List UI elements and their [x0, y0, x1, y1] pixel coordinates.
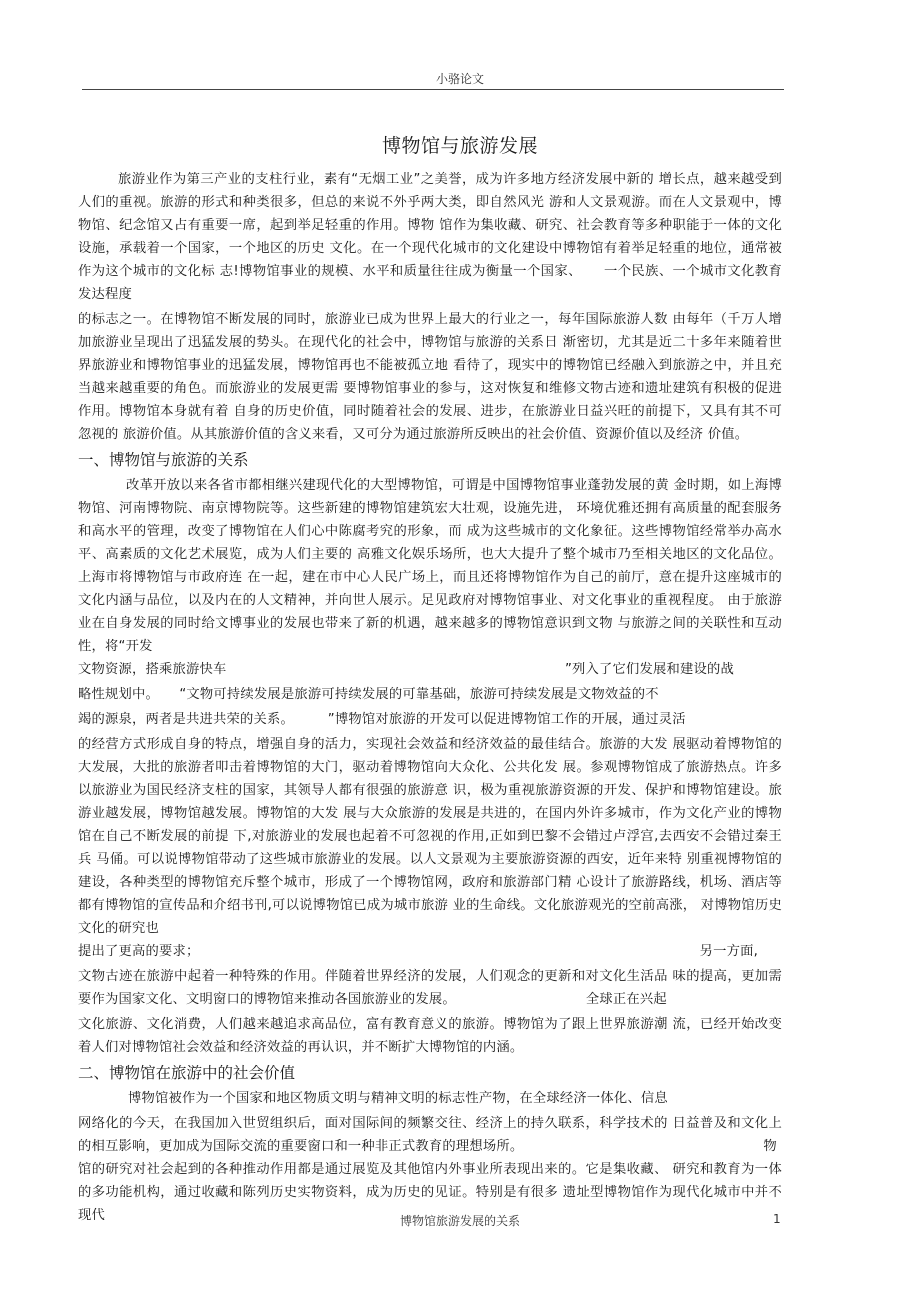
section-1-heading: 一、博物馆与旅游的关系 — [78, 451, 249, 469]
intro-paragraph-1-text: 旅游业作为第三产业的支柱行业，素有“无烟工业”之美誉，成为许多地方经济发展中新的 增长点，越来越受到人们的重视。旅游的形式和种类很多，但总的来说不外乎两大类，即自然风光 游和人文景观游。而在人文景观中，博物馆、纪念馆又占有重要一席，起到举足轻重的作用。博物 馆作为集收藏、研究、社会教育等多种职能于一体的文化设施，承载着一个国家，一个地区的历史 文化。在一个现代化城市的文化建设中博物馆有着举足轻重的地位，通常被作为这个城市的文化标 志!博物馆事业的规模、水平和质量往往成为衡量一个国家、 — [78, 172, 782, 279]
intro-paragraph-1 — [78, 168, 782, 306]
intro-paragraph-2: 的标志之一。在博物馆不断发展的同时，旅游业已成为世界上最大的行业之一，每年国际旅游人数 由每年（千万人增加旅游业呈现出了迅猛发展的势头。在现代化的社会中，博物馆与旅游的关系日 渐密切，尤其是近二十多年来随着世界旅游业和博物馆事业的迅猛发展，博物馆再也不能被孤立地 看待了，现实中的博物馆已经融入到旅游之中，并且充当越来越重要的角色。而旅游业的发展更需 要博物馆事业的参与，这对恢复和维修文物古迹和遗址建筑有积极的促进作用。博物馆本身就有着 自身的历史价值，同时随着社会的发展、进步，在旅游业日益兴旺的前提下，又具有其不可忽视的 旅游价值。从其旅游价值的含义来看，又可分为通过旅游所反映出的社会价值、资源价值以及经济 价值。 — [78, 312, 782, 442]
section-1-paragraph-4: 文化旅游、文化消费，人们越来越追求高品位，富有教育意义的旅游。博物馆为了跟上世界旅游潮 流，已经开始改变着人们对博物馆社会效益和经济效益的再认识，并不断扩大博物馆的内涵。 — [78, 1017, 782, 1055]
section-2-paragraph-1 — [78, 1112, 782, 1158]
section-2-paragraph-2: 馆的研究对社会起到的各种推动作用都是通过展览及其他馆内外事业所表现出来的。它是集收藏、 研究和教育为一体的多功能机构，通过收藏和陈列历史实物资料，成为历史的见证。特别是有很多 遗址型博物馆作为现代化城市中并不现代 — [78, 1162, 782, 1223]
section-1-line-b: 略性规划中。 “文物可持续发展是旅游可持续发展的可靠基础，旅游可持续发展是文物效益的不 — [78, 687, 659, 702]
section-1-paragraph-3-text: 文物古迹在旅游中起着一种特殊的作用。伴随着世界经济的发展，人们观念的更新和对文化生活品 味的提高，更加需要作为国家文化、文明窗口的博物馆来推动各国旅游业的发展。 — [78, 969, 782, 1007]
section-1-line-d-left: 提出了更高的要求； — [78, 944, 200, 959]
page-number: 1 — [773, 1212, 781, 1226]
section-2-paragraph-1-text: 网络化的今天，在我国加入世贸组织后，面对国际间的频繁交往、经济上的持久联系，科学技术的 日益普及和文化上的相互影响，更加成为国际交流的重要窗口和一种非正式教育的理想场所。 — [78, 1116, 782, 1154]
section-1-line-a-left: 文物资源，搭乘旅游快车 — [78, 662, 227, 677]
page-header: 小骆论文 — [435, 72, 484, 86]
document-body — [78, 168, 782, 1227]
section-1-line-d-right: 另一方面, — [699, 944, 758, 959]
section-1-paragraph-2: 的经营方式形成自身的特点，增强自身的活力，实现社会效益和经济效益的最佳结合。旅游的大发 展驱动着博物馆的大发展，大批的旅游者叩击着博物馆的大门，驱动着博物馆向大众化、公共化发 展。参观博物馆成了旅游热点。许多以旅游业为国民经济支柱的国家，其领导人都有很强的旅游意 识，极为重视旅游资源的开发、保护和博物馆建设。旅游业越发展，博物馆越发展。博物馆的大发 展与大众旅游的发展是共进的，在国内外许多城市，作为文化产业的博物馆在自己不断发展的前提 下,对旅游业的发展也起着不可忽视的作用,正如到巴黎不会错过卢浮宫,去西安不会错过秦王兵 马俑。可以说博物馆带动了这些城市旅游业的发展。以人文景观为主要旅游资源的西安，近年来特 别重视博物馆的建设，各种类型的博物馆充斥整个城市，形成了一个博物馆网，政府和旅游部门精 心设计了旅游路线，机场、酒店等都有博物馆的宣传品和介绍书刊,可以说博物馆已成为城市旅游 业的生命线。文化旅游观光的空前高涨， 对博物馆历史文化的研究也 — [78, 737, 782, 936]
section-1-paragraph-3-tail: 全球正在兴起 — [585, 992, 667, 1007]
section-1-line-a-right: ”列入了它们发展和建设的战 — [564, 662, 734, 677]
section-2-line-e: 博物馆被作为一个国家和地区物质文明与精神文明的标志性产物，在全球经济一体化、信息 — [128, 1091, 668, 1106]
section-1-paragraph-3 — [78, 965, 782, 1011]
section-1-paragraph-1: 改革开放以来各省市都相继兴建现代化的大型博物馆，可谓是中国博物馆事业蓬勃发展的黄 金时期，如上海博物馆、河南博物院、南京博物院等。这些新建的博物馆建筑宏大壮观，设施先进， 环境优雅还拥有高质量的配套服务和高水平的管理，改变了博物馆在人们心中陈腐考究的形象，而 成为这些城市的文化象征。这些博物馆经常举办高水平、高素质的文化艺术展览，成为人们主要的 高雅文化娱乐场所，也大大提升了整个城市乃至相关地区的文化品位。上海市将博物馆与市政府连 在一起，建在市中心人民广场上，而且还将博物馆作为自己的前厅，意在提升这座城市的文化内涵与品位，以及内在的人文精神，并向世人展示。足见政府对博物馆事业、对文化事业的重视程度。 由于旅游业在自身发展的同时给文博事业的发展也带来了新的机遇，越来越多的博物馆意识到文物 与旅游之间的关联性和互动性，将“开发 — [78, 478, 782, 654]
section-1-line-c: 竭的源泉，两者是共进共荣的关系。 ”博物馆对旅游的开发可以促进博物馆工作的开展，通过灵活 — [78, 712, 686, 727]
document-title: 博物馆与旅游发展 — [381, 135, 538, 157]
section-2-paragraph-1-tail: 物 — [763, 1139, 777, 1154]
page-footer: 博物馆旅游发展的关系 — [399, 1214, 520, 1228]
section-1-line-d — [78, 940, 782, 963]
intro-paragraph-1-tail: 一个民族、一个城市文化教育发达程度 — [78, 264, 782, 302]
section-1-line-a — [78, 658, 782, 681]
section-2-heading: 二、博物馆在旅游中的社会价值 — [78, 1064, 296, 1082]
header-divider — [82, 89, 784, 90]
